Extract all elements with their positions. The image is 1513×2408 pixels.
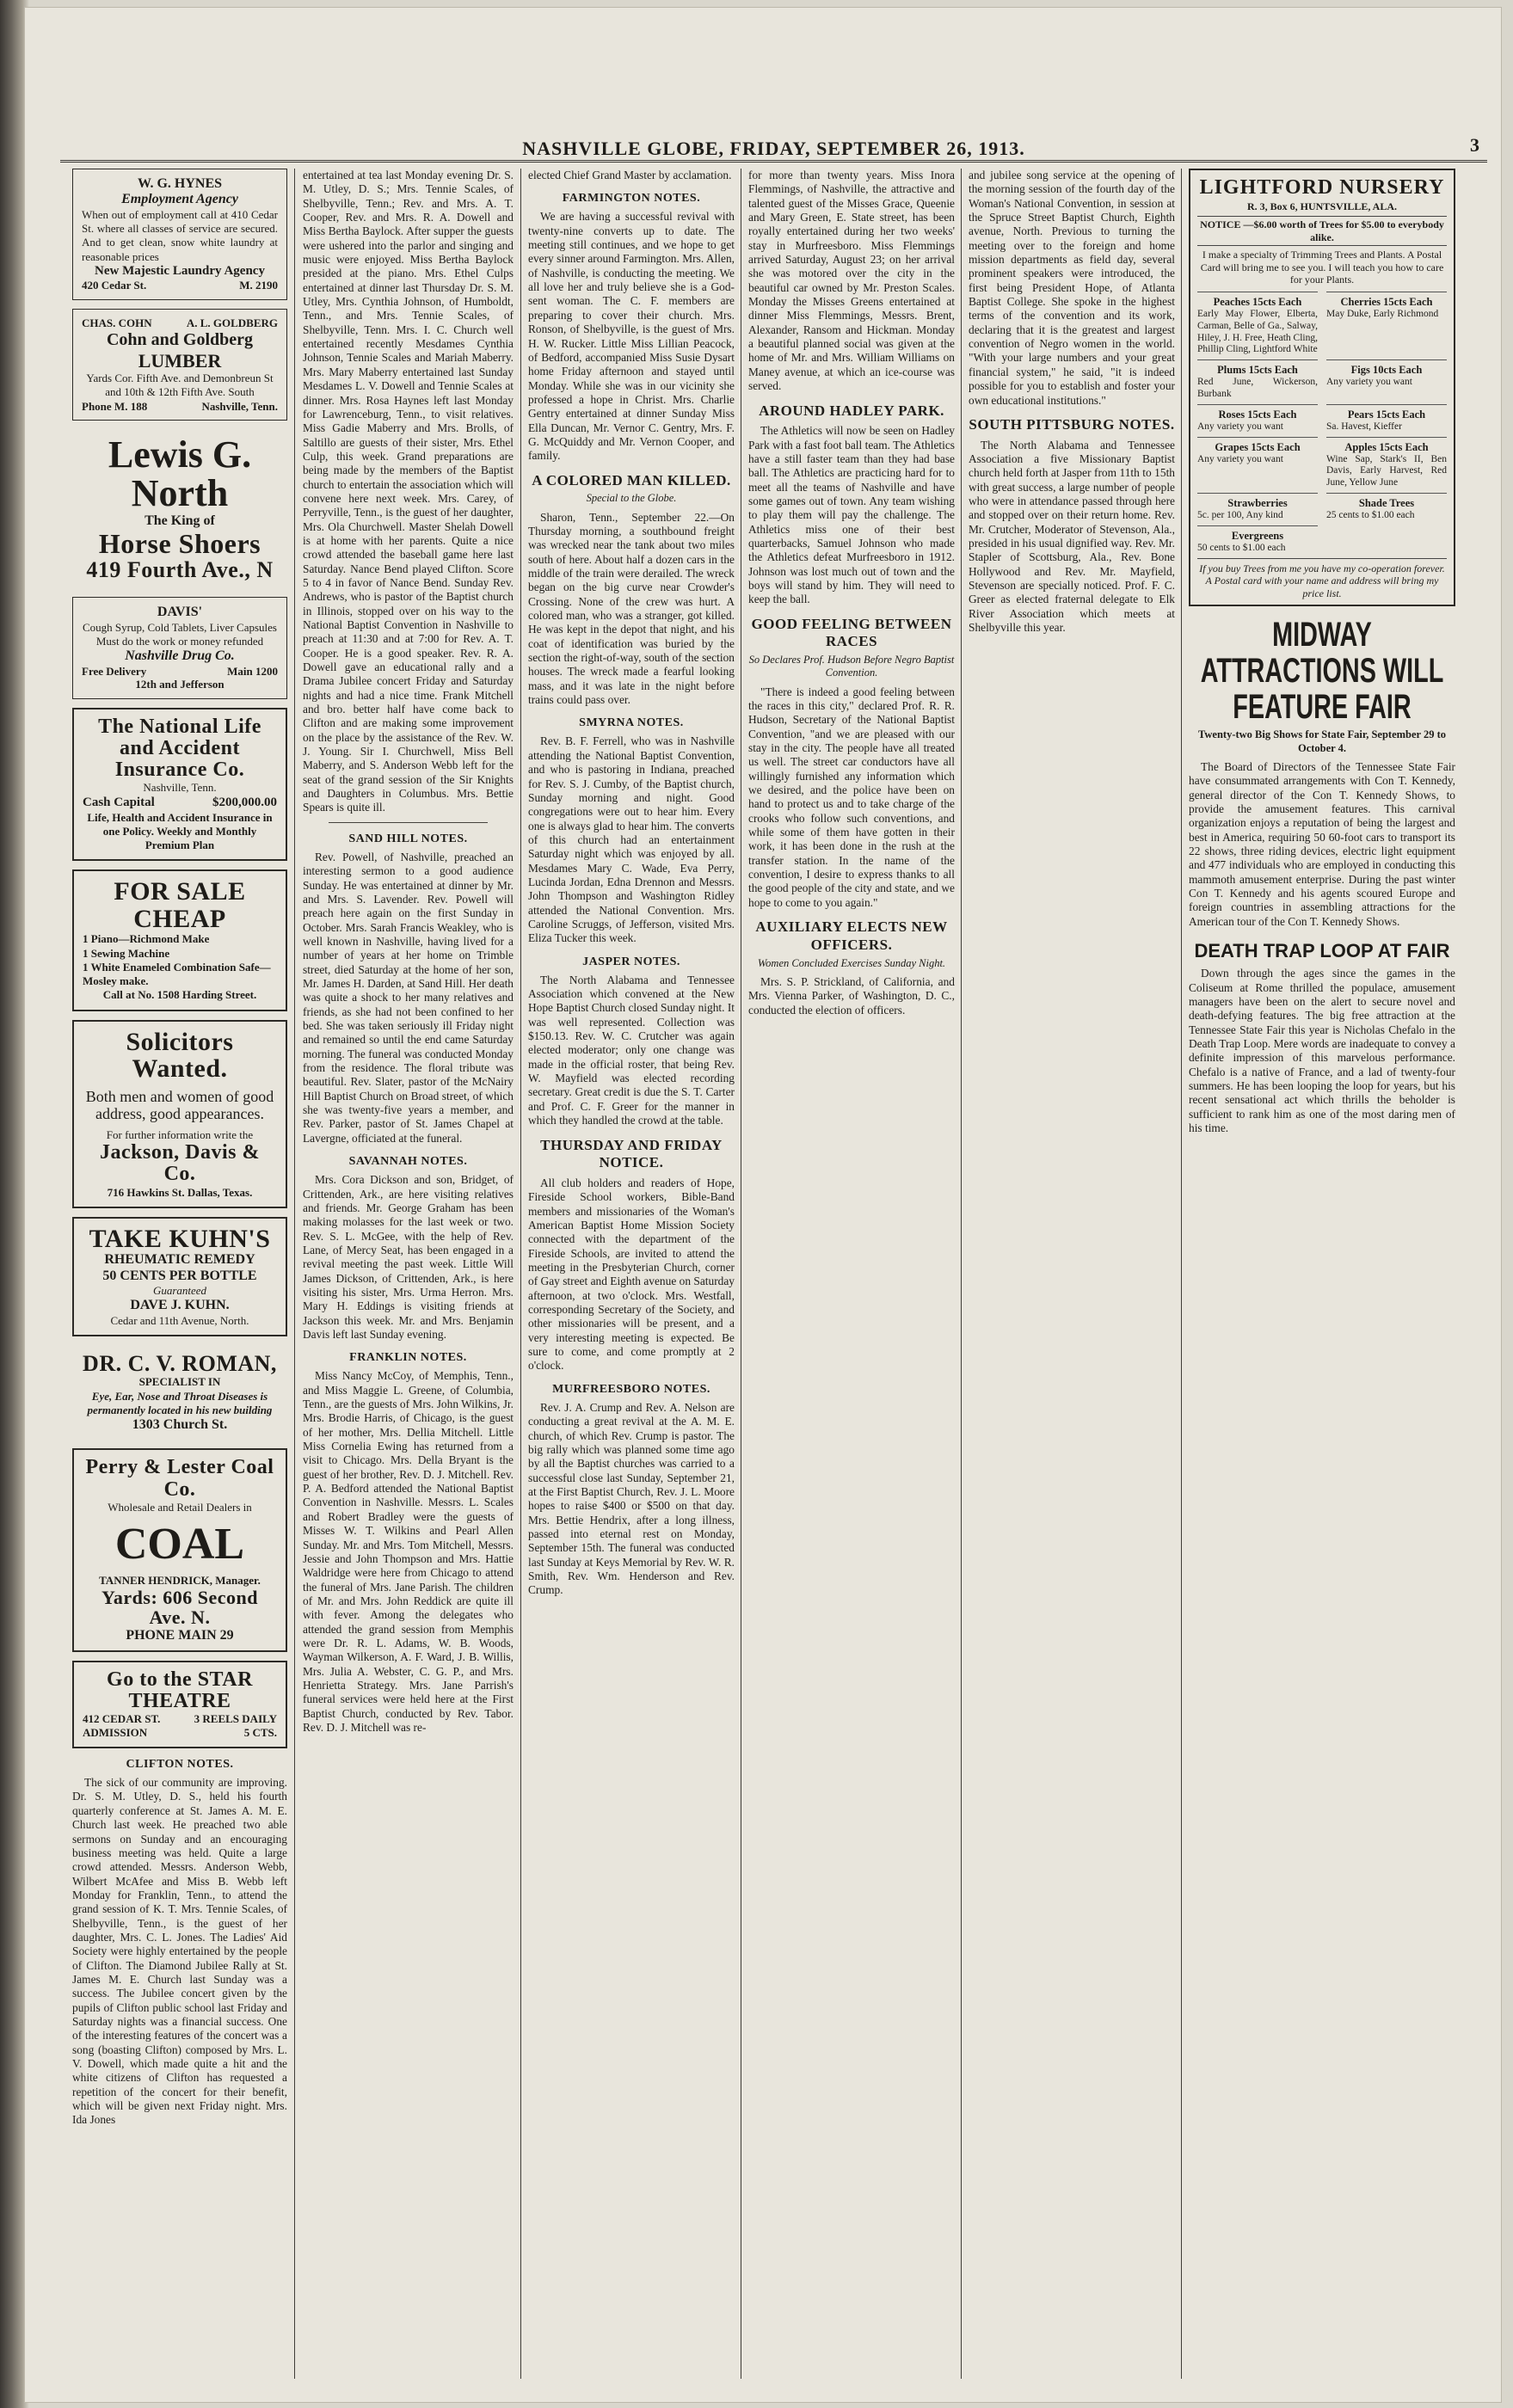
column-rule	[520, 169, 521, 2379]
column-rule	[294, 169, 295, 2379]
masthead	[60, 129, 1487, 163]
nursery-footer: If you buy Trees from me you have my co-operation forever. A Postal card with your name and address will bring my price list.	[1197, 558, 1447, 600]
solicitors-ad	[72, 1020, 287, 1208]
price-item-name: Strawberries	[1227, 496, 1288, 509]
midway-body: The Board of Directors of the Tennessee State Fair have consummated arrangements with Con T. Kennedy, general director of the Con T. Kennedy Shows, to provide the amusement features. This carnival organization enjoys a reputation of being the largest and best in America, requiring 50 60-foot cars to transport its 22 shows, three riding devices, electric light equipment and 477 individuals who are employed in conducting this mammoth amusement enterprise. During the past winter Con T. Kennedy and his agents scoured Europe and foreign countries in assembling attractions for the American tour of the Con T. Kennedy Shows.	[1189, 759, 1455, 928]
farmington-body: We are having a successful revival with twenty-nine converts up to date. The meeting still continues, and we hope to get every sinner around Farmington. Mrs. Allen, of Nashville, is conducting the meeting. We all love her and truly believe she is a God-sent woman. The C. F. members are preparing to cover their church. Mrs. Ronson, of Shelbyville, is the guest of Mrs. H. W. Rucker. Little Miss Lillian Peacock, of Bedford, accompanied Miss Susie Dysart home Friday afternoon and stayed until Monday. While she was in our vicinity she professed a hope in Christ. Mrs. Charlie Gentry entertained at dinner Sunday Miss Ella Duncan, Mr. Vernor C. Gentry, Mrs. F. G. McQuiddy and Mr. Vernon Cooper, and family.	[528, 210, 735, 463]
price-item-text: Red June, Wickerson, Burbank	[1197, 377, 1318, 399]
price-item-name: Shade Trees	[1358, 496, 1415, 509]
national-life-ad	[72, 708, 287, 862]
jasper-body: The North Alabama and Tennessee Association which convened at the New Hope Baptist Church closed Sunday night. It was well represented. Collection was $150.13. Rev. W. C. Crutcher was again elected moderator; only one change was made in the official roster, that being Rev. W. Mayfield was elected recording secretary. Great credit is due the S. T. Carter and Prof. C. F. Greer for the manner in which they handled the crowd at the table.	[528, 973, 735, 1127]
lumber-phone: Phone M. 188	[82, 399, 148, 413]
price-list-item	[1326, 437, 1447, 493]
price-item-text: Sa. Havest, Kieffer	[1326, 421, 1402, 432]
solicitors-address: 716 Hawkins St. Dallas, Texas.	[107, 1185, 253, 1199]
price-item-text: 5c. per 100, Any kind	[1197, 509, 1283, 520]
drug-address: 12th and Jefferson	[135, 677, 224, 691]
column-2	[303, 169, 514, 2379]
auxiliary-sub: Women Concluded Exercises Sunday Night.	[757, 956, 946, 969]
column-6	[1189, 169, 1455, 2379]
price-item-text: May Duke, Early Richmond	[1326, 309, 1439, 320]
thursday-notice-heading: THURSDAY AND FRIDAY NOTICE.	[540, 1136, 723, 1171]
laundry-name: New Majestic Laundry Agency	[95, 263, 265, 278]
star-theatre-ad	[72, 1661, 287, 1748]
price-item-name: Plums 15cts Each	[1217, 364, 1298, 377]
roman-title: DR. C. V. ROMAN,	[83, 1351, 277, 1377]
price-list-item	[1197, 493, 1318, 525]
price-list-item	[1326, 404, 1447, 437]
for-sale-title: FOR SALE CHEAP	[114, 877, 246, 933]
hynes-text: When out of employment call at 410 Cedar St. where all classes of service are secured. And to get clean, snow white laundry at reasonable prices	[82, 207, 278, 263]
price-item-name: Pears 15cts Each	[1347, 408, 1426, 421]
lumber-city: Nashville, Tenn.	[201, 399, 278, 413]
murfreesboro-body: Rev. J. A. Crump and Rev. A. Nelson are conducting a great revival at the A. M. E. church, of which Rev. Crump is pastor. The big rally which was planned some time ago by all the Baptist churches was carried to a successful close last Sunday, September 21, at the First Baptist Church, Rev. J. L. Moore hopes to raise $400 or $500 on that day. Mrs. Bettie Hendrix, after a long illness, passed into eternal rest on Monday, September 15th. The funeral was conducted last Sunday at Keys Memorial by Rev. W. R. Smith, Rev. Wm. Henderson and Rev. Crump.	[528, 1400, 735, 1597]
price-list-item	[1326, 493, 1447, 525]
price-item-name: Evergreens	[1231, 529, 1284, 542]
price-item-text: Any variety you want	[1197, 453, 1283, 464]
farmington-heading: FARMINGTON NOTES.	[562, 192, 701, 206]
price-item-text: Any variety you want	[1197, 421, 1283, 432]
kuhn-name: DAVE J. KUHN.	[130, 1298, 230, 1313]
savannah-heading: SAVANNAH NOTES.	[348, 1155, 468, 1169]
murfreesboro-heading: MURFREESBORO NOTES.	[552, 1382, 710, 1396]
price-item-name: Roses 15cts Each	[1218, 408, 1297, 421]
murfreesboro-continued: for more than twenty years. Miss Inora Flemmings, of Nashville, the attractive and talented guest of the Misses Grace, Queenie and Mary Green, E. State street, has been royally entertained during her two weeks' stay in Murfreesboro. Miss Flemmings arrived Saturday, August 23; on her arrival she was motored over the city in the beautiful car owned by Mr. Preston Scales. Monday the Misses Greens entertained at dinner Miss Flemmings, Messrs. Brent, Alexander, Ransom and Hickman. Monday a beautiful planned social was given at the home of Mr. and Mrs. William Williams on Maney avenue, at which an ice-course was served.	[748, 169, 955, 393]
column-4	[748, 169, 955, 2379]
roman-ad	[72, 1345, 287, 1440]
price-item-name: Figs 10cts Each	[1350, 364, 1423, 377]
section-separator	[329, 822, 488, 823]
solicitors-text: Both men and women of good address, good appearances.	[85, 1087, 274, 1123]
smyrna-body: Rev. B. F. Ferrell, who was in Nashville attending the National Baptist Convention, and who is pastoring in Indiana, preached for Rev. S. J. Cumby, of the Baptist church, Sunday morning and night. Good congregations were out to hear him. Every one is always glad to hear him. The converts of this church had an entertainment Saturday night which was enjoyed by all. Mesdames Mary C. Wade, Eva Perry, Lucinda Jordan, Edna Drennon and Messrs. John Thompson and Washington Ridley attended the National Convention. Mrs. Caroline Scruggs, of Jefferson, visited Mrs. Eliza Tucker this week.	[528, 734, 735, 945]
kuhn-line1: RHEUMATIC REMEDY	[104, 1252, 255, 1268]
davis-text: Cough Syrup, Cold Tablets, Liver Capsules Must do the work or money refunded	[83, 620, 277, 648]
for-sale-item: 1 White Enameled Combination Safe—Mosley make.	[83, 960, 271, 988]
laundry-phone: M. 2190	[239, 279, 278, 292]
lumber-label: LUMBER	[138, 349, 222, 372]
coal-yards: Yards: 606 Second Ave. N.	[101, 1587, 259, 1629]
lightford-nursery-ad	[1189, 169, 1455, 606]
midway-heading: MIDWAY ATTRACTIONS WILL FEATURE FAIR	[1200, 616, 1444, 727]
capital-value: $200,000.00	[212, 796, 277, 810]
coal-sub: Wholesale and Retail Dealers in	[108, 1500, 252, 1514]
nursery-address: R. 3, Box 6, HUNTSVILLE, ALA.	[1246, 200, 1398, 213]
masthead-title: NASHVILLE GLOBE, FRIDAY, SEPTEMBER 26, 1913.	[522, 138, 1025, 159]
for-sale-ad	[72, 869, 287, 1010]
coal-firm: Perry & Lester Coal Co.	[85, 1456, 274, 1501]
laundry-address: 420 Cedar St.	[82, 279, 147, 292]
davis-name: DAVIS'	[157, 605, 203, 620]
kuhn-title: TAKE KUHN'S	[89, 1224, 271, 1253]
for-sale-call: Call at No. 1508 Harding Street.	[102, 988, 257, 1002]
theatre-admission-price: 5 CTS.	[243, 1726, 277, 1740]
thursday-notice-body: All club holders and readers of Hope, Fireside School workers, Bible-Band members and missionaries of the Woman's American Baptist Home Mission Society connected with the department of the Fireside Schools, are invited to attend the meeting in the Presbyterian Church, corner of Gay street and Eighth avenue on Saturday afternoon, at two o'clock. Mrs. Westfall, corresponding Secretary of the Society, and other missionaries will be present, and a very interesting meeting is expected. Be sure to come, and come promptly at 2 o'clock.	[528, 1176, 735, 1373]
price-item-name: Grapes 15cts Each	[1215, 440, 1301, 453]
solicitors-firm: Jackson, Davis & Co.	[99, 1141, 261, 1186]
for-sale-item: 1 Sewing Machine	[83, 946, 170, 960]
hadley-park-body: The Athletics will now be seen on Hadley Park with a fast foot ball team. The Athletics have a still faster team than they had base ball. The Athletics are practicing hard for to meet all the teams of Nashville and have some games out of town. Any team wishing to play them will pay the challenge. The Athletics miss one of their best quarterbacks, Samuel Johnson who made the Athletics defeat Murfreesboro in 1912. Johnson was lost much out of town and the boys will stand by him. They will need to keep the ball.	[748, 424, 955, 606]
roman-address: 1303 Church St.	[132, 1417, 228, 1433]
for-sale-item: 1 Piano—Richmond Make	[83, 932, 210, 946]
price-list-item	[1197, 292, 1318, 359]
clifton-notes-body: The sick of our community are improving. Dr. S. M. Utley, D. S., held his fourth quarterly conference at St. James A. M. E. Church last week. He preached two able sermons on Sunday and an encouraging business meeting was held. Quite a large crowd attended. Messrs. Anderson Webb, Wilbert McAfee and Miss B. Webb left Monday for Franklin, Tenn., to attend the grand session of K. T. Mrs. Tennie Scales, of Shelbyville, Tenn., is the guest of her daughter, Mrs. C. L. Jones. The Ladies' Aid Society were highly entertained by the people of Clifton. The Diamond Jubilee Rally at St. James M. E. Church last Sunday was a success. The Jubilee concert given by the pupils of Clifton public school last Friday and Saturday nights was a financial success. One of the interesting features of the concert was a song (boasting Clifton) composed by Mrs. L. V. Dowell, which made quite a hit and the white citizens of Clifton has requested a repetition of the concert for their benefit, which will be given next Friday night. Mrs. Ida Jones	[72, 1776, 287, 2127]
nursery-notice: NOTICE —$6.00 worth of Trees for $5.00 to everybody alike.	[1197, 216, 1447, 246]
colored-man-killed-sub: Special to the Globe.	[586, 492, 677, 505]
price-list-item	[1197, 404, 1318, 437]
coal-phone: PHONE MAIN 29	[126, 1627, 234, 1643]
franklin-continued: elected Chief Grand Master by acclamation.	[528, 169, 732, 181]
theatre-title: Go to the STAR THEATRE	[107, 1668, 253, 1713]
price-item-name: Apples 15cts Each	[1344, 440, 1429, 453]
convention-continued: and jubilee song service at the opening of the morning session of the fourth day of the Woman's National Convention, in session at the Spruce Street Baptist Church, Eighth avenue, North. Previous to turning the meeting over to the foreign and home mission departments as field day, several prominent speakers were introduced, the first being President Hope, of Atlanta Baptist College. She spoke in the highest terms of the convention and its work, declaring that it is the greatest and largest convention of Negro women in the world. "With your large numbers and your great financial system," he said, "it is indeed possible for you to establish and foster your own educational institutions."	[969, 169, 1175, 407]
jasper-heading: JASPER NOTES.	[582, 955, 680, 968]
drug-store: Nashville Drug Co.	[125, 648, 235, 664]
north-name: Lewis G. North	[108, 433, 252, 515]
hynes-title: Employment Agency	[121, 192, 238, 207]
column-rule	[961, 169, 962, 2379]
firm-name: Cohn and Goldberg	[106, 329, 254, 349]
perry-lester-coal-ad	[72, 1448, 287, 1651]
price-list-item	[1197, 437, 1318, 493]
price-item-text: Wine Sap, Stark's II, Ben Davis, Early Harvest, Red June, Yellow June	[1326, 453, 1447, 488]
north-line2: Horse Shoers	[98, 527, 261, 559]
price-item-text: 25 cents to $1.00 each	[1326, 509, 1415, 520]
good-feeling-heading: GOOD FEELING BETWEEN RACES	[751, 615, 952, 650]
price-item-name: Peaches 15cts Each	[1213, 296, 1302, 309]
auxiliary-heading: AUXILIARY ELECTS NEW OFFICERS.	[755, 918, 948, 953]
colored-man-killed-body: Sharon, Tenn., September 22.—On Thursday morning, a southbound freight was wrecked near the tank about two miles south of here. About half a dozen cars in the middle of the train were derailed. The wreck began on the big curve near Crowder's Crossing. None of the crew was hurt. A colored man, who was a stranger, got killed. He was kept in the depot that night, and his coat of identification was buried by the section the right-of-way, south of the section houses. The wreck made a fearful looking mass, and it was late in the night before trains could pass over.	[528, 510, 735, 707]
sand-hill-body: Rev. Powell, of Nashville, preached an interesting sermon to a good audience Sunday. He was entertained at dinner by Mr. and Mrs. S. Lavender. Rev. Powell will preach here again on the first Sunday in October. Mrs. Sarah Francis Weakley, who is well known in Nashville, having lived for a number of years at her home on Trimble street, died Saturday at the home of her son, Mr. James H. Darden, at Sand Hill. Her death was quite a shock to her many relatives and friends, as she had not been confined to her bed. She was taken seriously ill Friday night and remained so until the end came Saturday morning. The funeral was conducted Monday from the residence. The floral tribute was beautiful. Rev. Slater, pastor of the McNairy Hill Baptist Church on Broad street, of which she was twenty-five years a member, and Rev. Parker, pastor of St. James Chapel at Lavergne, officiated at the funeral.	[303, 850, 514, 1145]
sand-hill-heading: SAND HILL NOTES.	[348, 832, 468, 845]
good-feeling-body: "There is indeed a good feeling between the races in this city," declared Prof. R. R. Hudson, Secretary of the National Baptist Convention, "and we are pleased with our stay in the city. The people have all treated us well. The street car conductors have all willingly furnished any information which we desired, and the police have been on hand to protect us and to take charge of the crooks who follow such conventions, and while some of them have gotten in their work, it has been done in the rush at the transfer station. In the name of the convention, I desire to express thanks to all the good people of the city and state, and we hope to come to you again."	[748, 685, 955, 909]
good-feeling-sub: So Declares Prof. Hudson Before Negro Baptist Convention.	[748, 654, 955, 679]
hynes-name: W. G. HYNES	[137, 176, 223, 191]
theatre-reels: 3 REELS DAILY	[194, 1712, 277, 1726]
davis-drug-ad	[72, 597, 287, 698]
drug-delivery: Free Delivery	[82, 664, 147, 678]
price-list-item	[1326, 292, 1447, 359]
goldberg-name: A. L. GOLDBERG	[186, 316, 278, 329]
auxiliary-body: Mrs. S. P. Strickland, of California, and Mrs. Vienna Parker, of Washington, D. C., conducted the election of officers.	[748, 974, 955, 1017]
kuhn-ad	[72, 1217, 287, 1336]
south-pittsburg-body: The North Alabama and Tennessee Association a five Missionary Baptist church held forth at Jasper from 11th to 15th with great success, a large number of people who were in attendance passed through here and stopped over on their return home. Rev. Mr. Crutcher, Moderator of Stevenson, Ala., presided in his usual dignified way. Rev. Mr. Stapler of Scottsburg, Ala., Rev. Bone Hollywood and Rev. Mr. Mayfield, Stevenson are specially noticed. Prof. F. C. Greer as elected fraternal delegate to Elk River Association which meets at Shelbyville this year.	[969, 438, 1175, 635]
price-list-item	[1326, 359, 1447, 404]
solicitors-info: For further information write the	[106, 1128, 254, 1141]
midway-sub: Twenty-two Big Shows for State Fair, September 29 to October 4.	[1197, 728, 1447, 754]
hynes-ad	[72, 169, 287, 300]
price-item-text: Any variety you want	[1326, 377, 1412, 388]
colored-man-killed-heading: A COLORED MAN KILLED.	[532, 471, 731, 488]
roman-line1: SPECIALIST IN	[138, 1375, 221, 1389]
insurance-name: The National Life and Accident Insurance Co.	[98, 715, 261, 781]
coal-label: COAL	[114, 1520, 245, 1570]
smyrna-heading: SMYRNA NOTES.	[579, 716, 684, 730]
page-number: 3	[1470, 134, 1480, 156]
price-item-name: Cherries 15cts Each	[1340, 296, 1433, 309]
theatre-address: 412 CEDAR ST.	[83, 1712, 161, 1726]
north-horseshoer-ad	[72, 429, 287, 588]
lumber-yards: Yards Cor. Fifth Ave. and Demonbreun St and 10th & 12th Fifth Ave. South	[86, 372, 274, 399]
death-trap-heading: DEATH TRAP LOOP AT FAIR	[1194, 940, 1450, 962]
coal-manager: TANNER HENDRICK, Manager.	[99, 1574, 261, 1588]
price-list-item	[1197, 525, 1318, 558]
column-3	[528, 169, 735, 2379]
clifton-notes-heading: CLIFTON NOTES.	[126, 1758, 234, 1772]
price-item-text: Early May Flower, Elberta, Carman, Belle of Ga., Salway, Hiley, J. H. Free, Heath Cling, Phillip Cling, Lightford White	[1197, 309, 1318, 355]
franklin-body: Miss Nancy McCoy, of Memphis, Tenn., and Miss Maggie L. Greene, of Columbia, Tenn., are the guests of Mrs. John Wilkins, Jr. Mrs. Brodie Harris, of Chicago, is the guest of her mother, Mrs. Dellia Mitchell. Little Miss Cornelia Ewing has returned from a visit to Chicago. Mrs. Della Bryant is the guest of her brother, Rev. D. J. Mitchell. Rev. P. A. Bedford attended the National Baptist Convention in Nashville. Messrs. L. Scales and Robert Bradley were the guests of Misses W. T. Wilkins and Pearl Allen Sunday. Mr. and Mrs. Tom Mitchell, Messrs. Jessie and John Thompson and Mrs. Hattie Waldridge were here from Chicago to attend the funeral of Mrs. Jane Parish. The children of Mr. and Mrs. John Reddick are quite ill with fever. Among the delegates who attended the grand session from Memphis were Dr. R. L. Adams, W. B. Woods, Wayman Wilkerson, A. F. Ward, J. B. Willis, Mrs. Julia A. Webster, C. G. P., and Mrs. Henrietta Strategy. Mrs. Jane Parrish's funeral services were held here at the First Baptist Church, conducted by Rev. Tabor. Rev. D. J. Mitchell was re-	[303, 1369, 514, 1734]
north-line1: The King of	[145, 513, 215, 529]
price-list-item	[1197, 359, 1318, 404]
theatre-admission-label: ADMISSION	[83, 1726, 148, 1740]
price-item-text: 50 cents to $1.00 each	[1197, 542, 1286, 553]
north-address: 419 Fourth Ave., N	[86, 557, 274, 583]
savannah-body: Mrs. Cora Dickson and son, Bridget, of Crittenden, Ark., are here visiting relatives and friends. Mr. George Graham has been making molasses for the last week or two. Rev. S. L. McGee, with the help of Rev. Lane, of Mercy Seat, has been engaged in a revival meeting the past week. Little Will James Dickson, of Crittenden, Ark., is here visiting his sister, Mrs. Urma Herron. Mrs. Mary H. Eddings is visiting friends at Jackson this week. Mr. and Mrs. Benjamin Davis left last Sunday evening.	[303, 1173, 514, 1341]
column-rule	[1181, 169, 1182, 2379]
roman-text: Eye, Ear, Nose and Throat Diseases is permanently located in his new building	[87, 1389, 273, 1416]
south-pittsburg-heading: SOUTH PITTSBURG NOTES.	[969, 415, 1175, 433]
nursery-price-list	[1197, 292, 1447, 558]
insurance-city: Nashville, Tenn.	[143, 781, 217, 795]
death-trap-body: Down through the ages since the games in the Coliseum at Rome thrilled the populace, amusement managers have been on the alert to secure novel and death-defying features. The big free attraction at the Tennessee State Fair this year is Nicholas Chefalo in the Death Trap Loop. Mere words are inadequate to convey a definite impression of this marvelous performance. Chefalo is a native of France, and a lad of twenty-four summers. He has been looping the loop for years, but his recent sensational act which thrills the beholder is sufficient to rank him as one of the most daring men of his time.	[1189, 967, 1455, 1135]
kuhn-line3: Guaranteed	[152, 1284, 207, 1298]
drug-phone: Main 1200	[227, 664, 278, 678]
solicitors-title: Solicitors Wanted.	[126, 1027, 234, 1084]
kuhn-address: Cedar and 11th Avenue, North.	[110, 1313, 249, 1327]
cohn-goldberg-ad	[72, 309, 287, 421]
kuhn-line2: 50 CENTS PER BOTTLE	[102, 1268, 257, 1283]
capital-label: Cash Capital	[83, 796, 155, 810]
franklin-heading: FRANKLIN NOTES.	[349, 1351, 467, 1365]
column-5	[969, 169, 1175, 2379]
insurance-text: Life, Health and Accident Insurance in one Policy. Weekly and Monthly Premium Plan	[87, 810, 273, 852]
nursery-intro: I make a specialty of Trimming Trees and Plants. A Postal Card will bring me to see you. I will teach you how to care for your Plants.	[1200, 249, 1444, 286]
column-1	[72, 169, 287, 2379]
nursery-title: LIGHTFORD NURSERY	[1199, 176, 1445, 199]
clifton-continued: entertained at tea last Monday evening Dr. S. M. Utley, D. S.; Mrs. Tennie Scales, of Shelbyville, Tenn.; Rev. and Mrs. A. T. Cooper, Rev. and Mrs. R. A. Dowell and Miss Bertha Baylock. After supper the guests were ushered into the parlor and singing and music were enjoyed. Miss Bertha Baylock presided at the piano. Mrs. Ethel Culps entertained at dinner last Thursday Dr. S. M. Utley, Mrs. Cynthia Johnson, of Humboldt, Tenn., and Mrs. Tennie Scales, of Shelbyville, Tenn. Mrs. I. C. Church well entertained recently Mesdames Cynthia Johnson, Tennie Scales and Mariah Maberry. Mrs. Mary Maberry entertained last Sunday Mesdames L. V. Dowell and Tennie Scales at dinner. Mrs. Rosa Haynes left last Monday for Lawrenceburg, Tenn., to visit relatives. Miss Gadie Maberry and Mrs. Brolls, of Saltillo are guests of their sister, Mrs. Ethel Culp, this week. Grand preparations are being made by the members of the Baptist church to entertain the association which will convene here next week. Mrs. Carey, of Perryville, Tenn., is the guest of her daughter, Mrs. Ola Churchwell. Master Shelah Dowell is at home with her parents. Quite a nice crowd attended the baseball game here last Saturday. Nance Bend played Clifton. Score 5 to 4 in favor of Nance Bend. Sunday Rev. Andrews, who is pastor of the Baptist church in Illinois, stopped over on his way to the National Baptist Convention in Nashville to preach at 11:30 and at 7:00 for Rev. A. T. Cooper. He is a good speaker. Rev. R. A. Dowell gave an educational rally and a Drama Jubilee concert Friday and Saturday nights and had a nice time. Frank Mitchell and bro. better half have come back to Clifton and are making some improvement on the place by the assistance of the Rev. W. J. Young. Sir I. Churchwell, Miss Bell Maberry, and S. Anderson Webb left for the seat of the grand session of the Sir Knights and Daughters in Columbus. Mrs. Bettie Spears is quite ill.	[303, 169, 514, 814]
cohn-name: CHAS. COHN	[82, 316, 152, 329]
hadley-park-heading: AROUND HADLEY PARK.	[759, 402, 944, 419]
